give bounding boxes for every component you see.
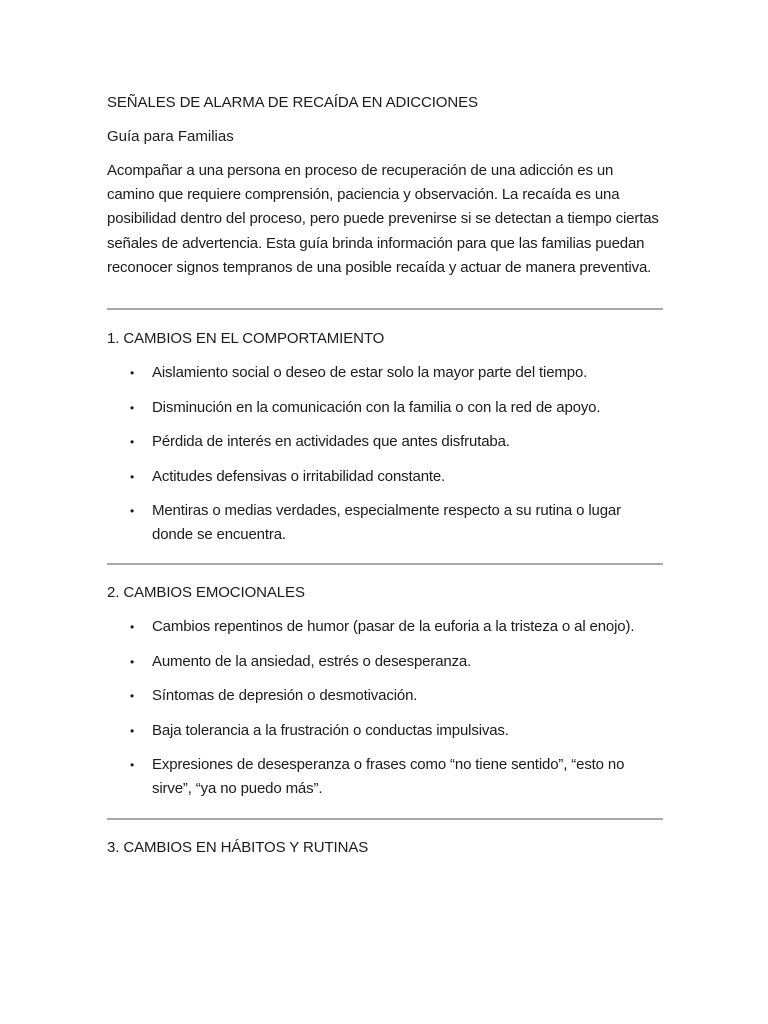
bullet-icon: • [130, 366, 135, 381]
bullet-list [107, 361, 663, 547]
list-item-text: Aumento de la ansiedad, estrés o desesperanza. [152, 652, 472, 670]
bullet-icon: • [130, 620, 135, 635]
list-item-text: Mentiras o medias verdades, especialmente respecto a su rutina o lugar donde se encuentra. [152, 502, 621, 544]
bullet-icon: • [130, 654, 135, 669]
list-item-text: Cambios repentinos de humor (pasar de la euforia a la tristeza o al enojo). [152, 618, 635, 636]
intro-paragraph: Acompañar a una persona en proceso de recuperación de una adicción es un camino que requiere comprensión, paciencia y observación. La recaída es una posibilidad dentro del proceso, pero puede prevenirse si se detectan a tiempo ciertas señales de advertencia. Esta guía brinda información para que las familias puedan reconocer signos tempranos de una posible recaída y actuar de manera preventiva. [107, 162, 659, 276]
list-item [107, 396, 663, 420]
bullet-list [107, 615, 663, 801]
list-item [107, 430, 663, 454]
section-divider [107, 308, 663, 310]
list-item-text: Aislamiento social o deseo de estar solo la mayor parte del tiempo. [152, 364, 588, 382]
document-title: SEÑALES DE ALARMA DE RECAÍDA EN ADICCIONES [107, 94, 478, 111]
list-item-text: Pérdida de interés en actividades que antes disfrutaba. [152, 433, 510, 451]
list-item [107, 684, 663, 708]
section-emotional [107, 581, 663, 801]
list-item-text: Disminución en la comunicación con la familia o con la red de apoyo. [152, 398, 601, 416]
list-item [107, 650, 663, 674]
section-habits [107, 836, 663, 860]
list-item [107, 719, 663, 743]
bullet-icon: • [130, 723, 135, 738]
section-heading: 3. CAMBIOS EN HÁBITOS Y RUTINAS [107, 839, 369, 857]
bullet-icon: • [130, 758, 135, 773]
bullet-icon: • [130, 435, 135, 450]
list-item-text: Expresiones de desesperanza o frases como “no tiene sentido”, “esto no sirve”, “ya no puedo más”. [152, 756, 625, 798]
document-page [107, 91, 663, 870]
section-heading: 1. CAMBIOS EN EL COMPORTAMIENTO [107, 330, 385, 348]
list-item-text: Baja tolerancia a la frustración o conductas impulsivas. [152, 721, 509, 739]
list-item [107, 361, 663, 385]
list-item [107, 753, 663, 801]
list-item [107, 465, 663, 489]
bullet-icon: • [130, 400, 135, 415]
bullet-icon: • [130, 504, 135, 519]
list-item [107, 499, 663, 547]
bullet-icon: • [130, 469, 135, 484]
list-item [107, 615, 663, 639]
document-subtitle: Guía para Familias [107, 128, 234, 145]
section-behavior [107, 327, 663, 547]
bullet-icon: • [130, 689, 135, 704]
section-divider [107, 818, 663, 820]
list-item-text: Actitudes defensivas o irritabilidad constante. [152, 467, 446, 485]
section-heading: 2. CAMBIOS EMOCIONALES [107, 584, 305, 602]
section-divider [107, 563, 663, 565]
list-item-text: Síntomas de depresión o desmotivación. [152, 687, 418, 705]
